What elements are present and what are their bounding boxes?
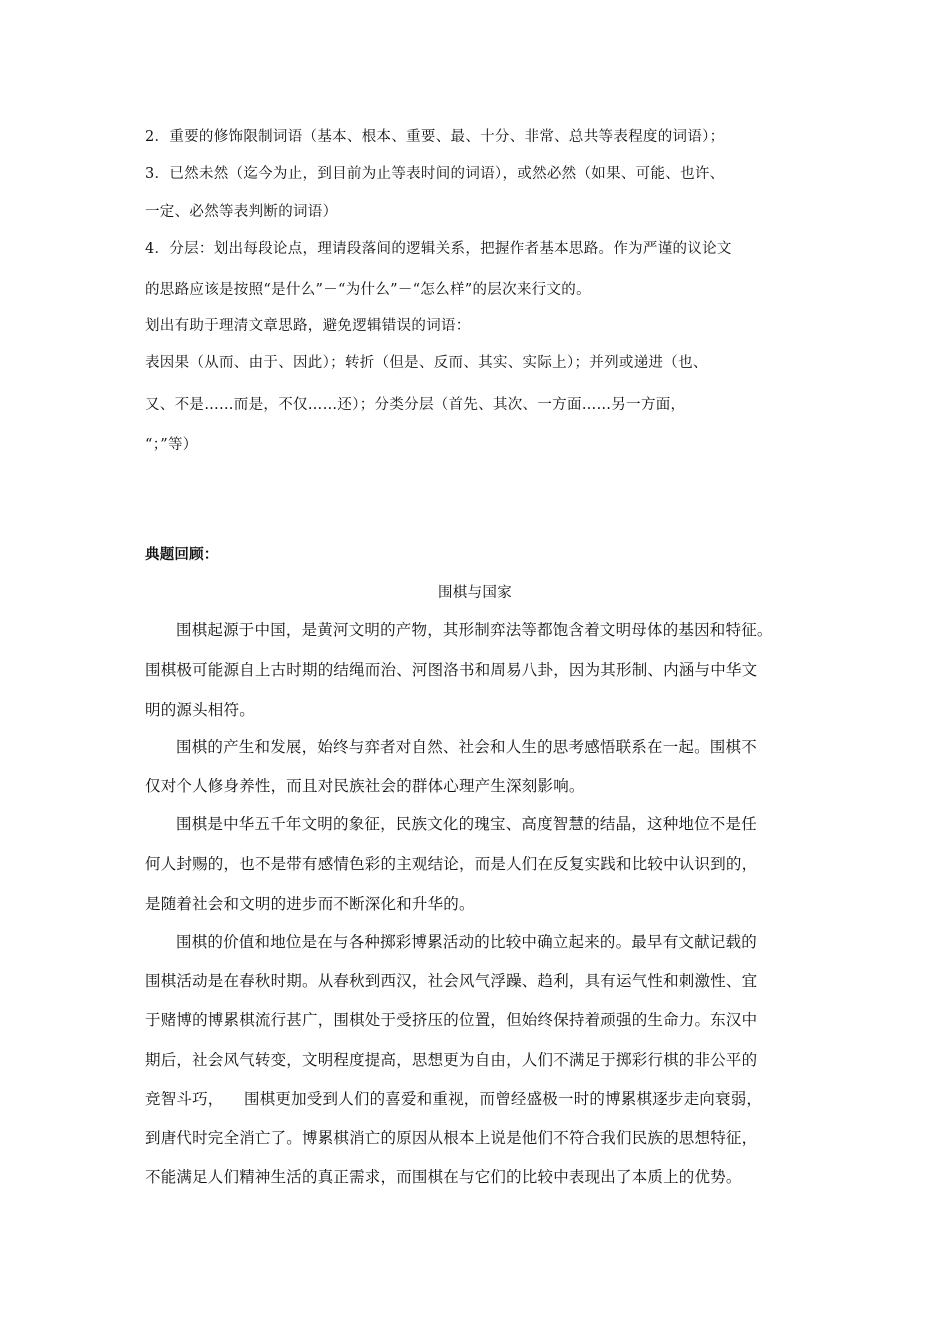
connectives-line-2: 又、不是……而是，不仅……还）；分类分层（首先、其次、一方面……另一方面， (145, 397, 686, 413)
note-item-3-line-2: 一定、必然等表判断的词语） (145, 204, 338, 220)
paragraph-4-line-4: 期后，社会风气转变，文明程度提高，思想更为自由，人们不满足于掷彩行棋的非公平的 (145, 1051, 758, 1069)
paragraph-2-line-1: 围棋的产生和发展，始终与弈者对自然、社会和人生的思考感悟联系在一起。围棋不 (176, 738, 757, 756)
paragraph-4-line-7: 不能满足人们精神生活的真正需求，而围棋在与它们的比较中表现出了本质上的优势。 (145, 1168, 742, 1186)
note-item-4-line-1: 4．分层：划出每段论点，理请段落间的逻辑关系，把握作者基本思路。作为严谨的议论文 (145, 241, 732, 257)
paragraph-1-line-3: 明的源头相符。 (145, 701, 255, 719)
paragraph-3-line-3: 是随着社会和文明的进步而不断深化和升华的。 (145, 895, 475, 913)
connectives-line-3: “；”等） (145, 437, 198, 453)
note-item-3-line-1: 3．已然未然（迄今为止，到目前为止等表时间的词语），或然必然（如果、可能、也许、 (145, 166, 725, 182)
paragraph-4-line-3: 于赌博的博累棋流行甚广，围棋处于受挤压的位置，但始终保持着顽强的生命力。东汉中 (145, 1011, 758, 1029)
paragraph-4-line-1: 围棋的价值和地位是在与各种掷彩博累活动的比较中确立起来的。最早有文献记载的 (176, 933, 757, 951)
connectives-intro: 划出有助于理清文章思路，避免逻辑错误的词语： (145, 318, 471, 334)
connectives-line-1: 表因果（从而、由于、因此）；转折（但是、反而、其实、实际上）；并列或递进（也、 (145, 355, 708, 371)
paragraph-3-line-2: 何人封赐的，也不是带有感情色彩的主观结论，而是人们在反复实践和比较中认识到的， (145, 855, 758, 873)
note-item-2: 2．重要的修饰限制词语（基本、根本、重要、最、十分、非常、总共等表程度的词语）； (145, 129, 725, 145)
paragraph-1-line-2: 围棋极可能源自上古时期的结绳而治、河图洛书和周易八卦，因为其形制、内涵与中华文 (145, 661, 758, 679)
paragraph-2-line-2: 仅对个人修身养性，而且对民族社会的群体心理产生深刻影响。 (145, 777, 585, 795)
article-title: 围棋与国家 (438, 585, 512, 601)
paragraph-4-line-2: 围棋活动是在春秋时期。从春秋到西汉，社会风气浮躁、趋利，具有运气性和刺激性、宜 (145, 972, 758, 990)
paragraph-3-line-1: 围棋是中华五千年文明的象征，民族文化的瑰宝、高度智慧的结晶，这种地位不是任 (176, 815, 757, 833)
paragraph-4-line-5: 竞智斗巧， 围棋更加受到人们的喜爱和重视，而曾经盛极一时的博累棋逐步走向衰弱， (145, 1090, 763, 1108)
note-item-4-line-2: 的思路应该是按照“是什么”－“为什么”－“怎么样”的层次来行文的。 (145, 282, 591, 298)
paragraph-1-line-1: 围棋起源于中国，是黄河文明的产物，其形制弈法等都饱含着文明母体的基因和特征。 (176, 621, 773, 639)
paragraph-4-line-6: 到唐代时完全消亡了。博累棋消亡的原因从根本上说是他们不符合我们民族的思想特征， (145, 1129, 758, 1147)
review-heading: 典题回顾： (145, 546, 219, 563)
